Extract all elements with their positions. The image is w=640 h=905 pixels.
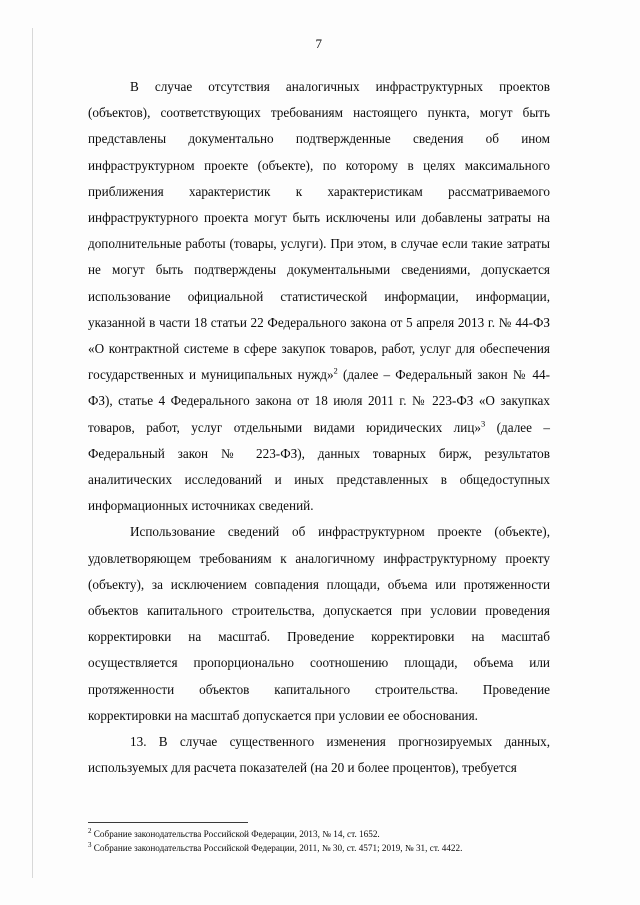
footnotes-block bbox=[88, 828, 558, 855]
footnote-separator bbox=[88, 822, 248, 823]
paragraph-text-3: (далее – Федеральный закон № 223-ФЗ), данных товарных бирж, результатов аналитических исследований и иных представленных в общедоступных информационных источниках сведений. bbox=[88, 419, 550, 514]
page-content bbox=[88, 36, 550, 781]
footnote-text-1: Собрание законодательства Российской Федерации, 2013, № 14, ст. 1652. bbox=[93, 829, 380, 839]
margin-rule bbox=[32, 28, 33, 878]
paragraph-body-1 bbox=[88, 74, 550, 519]
footnote-marker-3: 3 bbox=[480, 418, 486, 429]
paragraph-text-2: (далее – Федеральный закон № 44-ФЗ), статье 4 Федерального закона от 18 июля 2011 г. № 223-ФЗ «О закупках товаров, работ, услуг отдельными видами юридических лиц» bbox=[88, 367, 551, 435]
footnote-number-3: 3 bbox=[88, 840, 92, 849]
footnote-item-1 bbox=[88, 828, 558, 842]
paragraph-body-3: 13. В случае существенного изменения прогнозируемых данных, используемых для расчета показателей (на 20 и более процентов), требуется bbox=[88, 734, 550, 776]
footnote-number-2: 2 bbox=[88, 826, 92, 835]
footnote-item-2 bbox=[88, 842, 558, 856]
paragraph-body-2: Использование сведений об инфраструктурном проекте (объекте), удовлетворяющем требованиям к аналогичному инфраструктурному проекту (объекту), за исключением совпадения площади, объема или протяженности объектов капитального строительства, допускается при условии проведения корректировки на масштаб. Проведение корректировки на масштаб осуществляется пропорционально соотношению площади, объема или протяженности объектов капитального строительства. Проведение корректировки на масштаб допускается при условии ее обоснования. bbox=[88, 524, 550, 723]
page-number: 7 bbox=[315, 36, 323, 51]
footnote-marker-2: 2 bbox=[333, 365, 338, 376]
footnote-text-2: Собрание законодательства Российской Федерации, 2011, № 30, ст. 4571; 2019, № 31, ст. 4422. bbox=[93, 842, 463, 853]
paragraph-text-1: В случае отсутствия аналогичных инфраструктурных проектов (объектов), соответствующих требованиям настоящего пункта, могут быть представлены документально подтвержденные сведения об ином инфраструктурном проекте (объекте), по которому в целях максимального приближения характеристик к характеристикам рассматриваемого инфраструктурного проекта могут быть исключены или добавлены затраты на дополнительные работы (товары, услуги). При этом, в случае если такие затраты не могут быть подтверждены документальными сведениями, допускается использование официальной статистической информации, информации, указанной в части 18 статьи 22 Федерального закона от 5 апреля 2013 г. № 44-ФЗ «О контрактной системе в сфере закупок товаров, работ, услуг для обеспечения государственных и муниципальных нужд» bbox=[88, 79, 550, 383]
